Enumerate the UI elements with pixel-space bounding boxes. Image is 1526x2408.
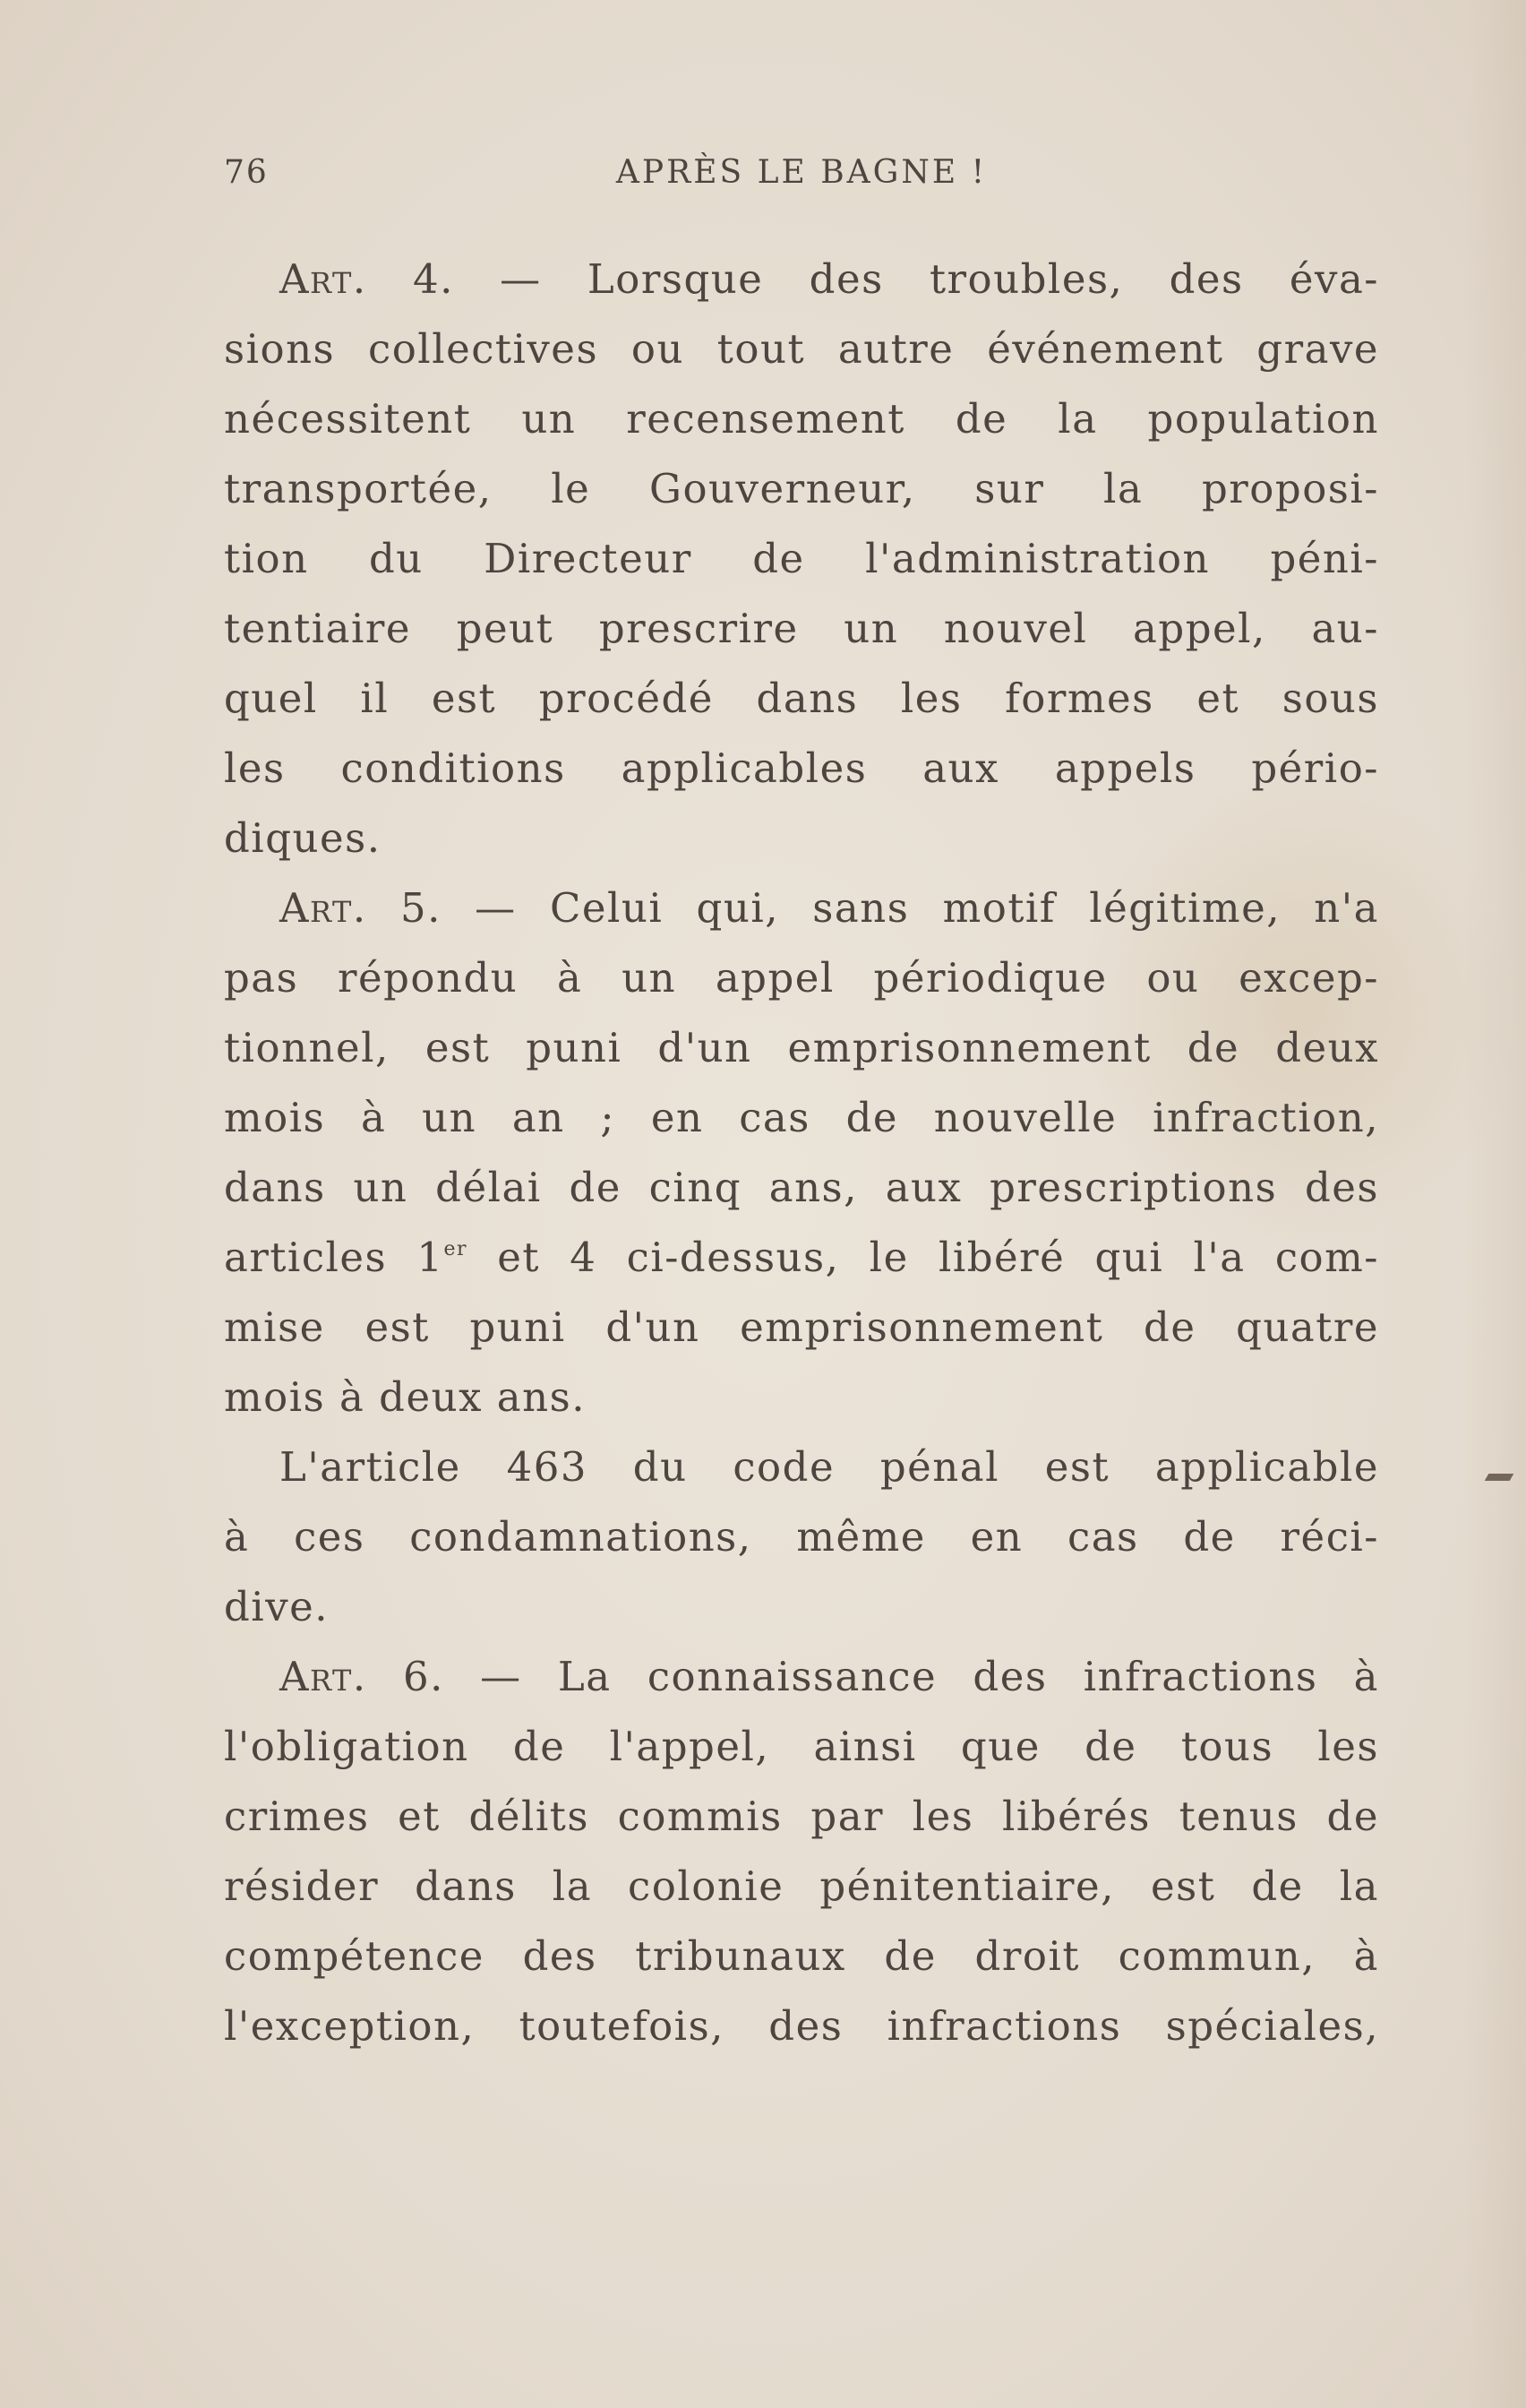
- text-line: à ces condamnations, même en cas de réci-: [224, 1513, 1379, 1561]
- text-line: tentiaire peut prescrire un nouvel appel, au-: [224, 605, 1379, 652]
- text-line: diques.: [224, 814, 382, 862]
- text-line: résider dans la colonie pénitentiaire, est de la: [224, 1862, 1379, 1910]
- page-edge-shadow: [1463, 0, 1526, 2408]
- text-line: nécessitent un recensement de la population: [224, 395, 1379, 443]
- text-line: Art. 6. — La connaissance des infractions à: [279, 1653, 1379, 1700]
- text-line: pas répondu à un appel périodique ou excep-: [224, 954, 1379, 1002]
- text-line: l'exception, toutefois, des infractions spéciales,: [224, 2002, 1379, 2050]
- text-line: l'obligation de l'appel, ainsi que de tous les: [224, 1723, 1379, 1770]
- paragraph-art-6: [224, 1642, 1379, 2061]
- text-line: les conditions applicables aux appels pério-: [224, 744, 1379, 792]
- article-label: Art.: [279, 255, 367, 303]
- article-label: Art.: [279, 1653, 367, 1700]
- text-line: mois à deux ans.: [224, 1373, 586, 1421]
- text-line: L'article 463 du code pénal est applicable: [279, 1443, 1379, 1491]
- text-segment: et 4 ci-dessus, le libéré qui l'a com-: [467, 1234, 1379, 1281]
- text-line: mise est puni d'un emprisonnement de quatre: [224, 1303, 1379, 1351]
- superscript-er: er: [443, 1238, 468, 1260]
- text-line: dans un délai de cinq ans, aux prescriptions des: [224, 1164, 1379, 1211]
- margin-ink-mark: [1485, 1474, 1514, 1481]
- text-line: Art. 4. — Lorsque des troubles, des éva-: [279, 255, 1379, 303]
- paragraph-article-463: [224, 1432, 1379, 1642]
- article-label: Art.: [279, 884, 367, 932]
- paragraph-art-5: [224, 873, 1379, 1432]
- text-line: compétence des tribunaux de droit commun, à: [224, 1932, 1379, 1980]
- text-line-with-superscript: [224, 1223, 1379, 1293]
- text-line: crimes et délits commis par les libérés tenus de: [224, 1793, 1379, 1840]
- text-line: tionnel, est puni d'un emprisonnement de deux: [224, 1024, 1379, 1071]
- text-line: dive.: [224, 1583, 330, 1630]
- text-line: Art. 5. — Celui qui, sans motif légitime, n'a: [279, 884, 1379, 932]
- text-line: quel il est procédé dans les formes et sous: [224, 675, 1379, 722]
- running-title: APRÈS LE BAGNE !: [615, 154, 988, 191]
- body-text: [224, 245, 1379, 2061]
- text-line: tion du Directeur de l'administration péni-: [224, 535, 1379, 582]
- text-line: sions collectives ou tout autre événement grave: [224, 325, 1379, 373]
- text-segment: articles 1: [224, 1234, 444, 1281]
- page-number: 76: [224, 154, 269, 191]
- text-line: mois à un an ; en cas de nouvelle infraction,: [224, 1094, 1379, 1141]
- text-line: transportée, le Gouverneur, sur la proposi-: [224, 465, 1379, 512]
- running-header: [224, 154, 1379, 199]
- paragraph-art-4: [224, 245, 1379, 873]
